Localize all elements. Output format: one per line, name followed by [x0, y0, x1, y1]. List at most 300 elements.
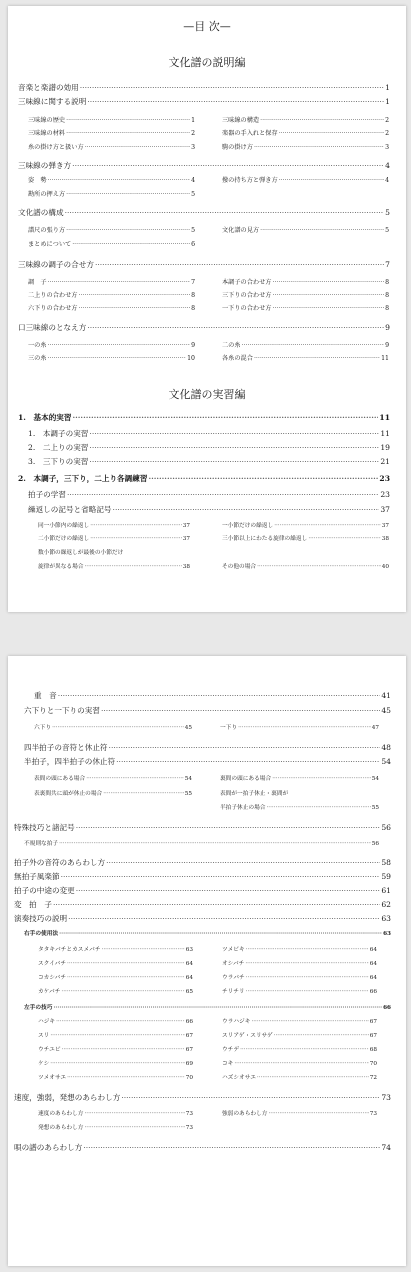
toc-entry-page: 54 [184, 776, 192, 782]
dot-leader [87, 324, 384, 332]
toc-entry-label: 唄の譜のあらわし方 [14, 1143, 83, 1152]
toc-entry-page: 11 [380, 429, 390, 438]
toc-entry-label: 変 拍 子 [14, 900, 52, 909]
toc-entry-label: 表間が一拍子休止・裏間が [220, 791, 289, 797]
toc-entry-page: 37 [182, 523, 190, 529]
toc-entry-page: 67 [369, 1033, 377, 1039]
toc-entry-label: 2. 二上りの実習 [28, 443, 89, 452]
toc-entry-page: 8 [191, 292, 195, 299]
toc-entry [222, 356, 389, 362]
toc-entry-label: タタキバチとカスメバチ [38, 947, 101, 953]
toc-entry-label: 三味線の調子の合せ方 [18, 260, 94, 269]
dot-leader [279, 178, 384, 184]
toc-entry-label: 三味線の歴史 [28, 117, 66, 124]
toc-entry [28, 118, 195, 124]
toc-entry-label: ハジキ [38, 1019, 56, 1025]
toc-entry [24, 932, 391, 938]
toc-entry-page: 8 [385, 292, 389, 299]
toc-entry-page: 72 [369, 1075, 377, 1081]
dot-leader [89, 444, 379, 452]
toc-entry [220, 777, 379, 783]
dot-leader [85, 145, 190, 151]
dot-leader [267, 806, 371, 812]
toc-entry-page: 4 [385, 161, 390, 170]
toc-entry-page: 62 [381, 900, 391, 909]
dot-leader [121, 1094, 380, 1102]
toc-entry-label: 撥の持ち方と弾き方 [222, 177, 278, 184]
toc-entry [28, 458, 390, 466]
toc-entry [222, 1020, 377, 1026]
toc-entry-label: ケシ [38, 1061, 50, 1067]
dot-leader [48, 356, 187, 362]
dot-leader [257, 565, 381, 571]
toc-entry-page: 38 [182, 564, 190, 570]
toc-entry-label: 発想のあらわし方 [38, 1125, 84, 1131]
toc-entry-label: 本調子の合わせ方 [222, 279, 272, 286]
toc-entry [18, 209, 390, 217]
toc-entry [38, 1062, 193, 1068]
dot-leader [246, 990, 369, 996]
dot-leader [80, 84, 384, 92]
toc-entry-page: 70 [185, 1075, 193, 1081]
toc-entry [24, 758, 391, 766]
dot-leader [85, 1126, 185, 1132]
toc-entry-page: 23 [379, 474, 390, 483]
toc-entry-label: 不規則な拍子 [24, 841, 59, 847]
toc-entry-page: 1 [385, 97, 390, 106]
toc-entry [38, 976, 193, 982]
dot-leader [260, 228, 384, 234]
toc-entry-label: 無拍子風楽節 [14, 872, 60, 881]
toc-entry-label: 一下りの合わせ方 [222, 305, 272, 312]
toc-entry [222, 293, 389, 299]
toc-page-2 [8, 656, 406, 1266]
toc-entry-label: 拍子外の音符のあらわし方 [14, 858, 106, 867]
toc-entry [24, 707, 391, 715]
toc-page-1 [8, 6, 406, 612]
toc-entry-label: 三小節以上にわたる旋律の繰返し [222, 536, 308, 542]
toc-entry-label: ツメビキ [222, 947, 245, 953]
toc-entry [38, 537, 190, 543]
dot-leader [246, 976, 369, 982]
toc-entry-page: 21 [380, 457, 390, 466]
dot-leader [79, 293, 191, 299]
toc-entry [28, 306, 195, 312]
toc-entry [28, 131, 195, 137]
toc-entry [18, 414, 390, 422]
dot-leader [238, 726, 371, 732]
toc-entry [14, 824, 391, 832]
toc-entry-page: 70 [369, 1061, 377, 1067]
toc-entry-page: 64 [185, 975, 193, 981]
dot-leader [308, 537, 380, 543]
toc-entry-label: 速度のあらわし方 [38, 1111, 84, 1117]
toc-entry [38, 524, 190, 530]
toc-entry-page: 48 [381, 743, 391, 752]
toc-entry [14, 887, 391, 895]
toc-entry-page: 7 [385, 260, 390, 269]
dot-leader [274, 524, 381, 530]
toc-entry-label: 三下りの合わせ方 [222, 292, 272, 299]
toc-entry-page: 45 [184, 725, 192, 731]
toc-entry-label: スリアゲ・スリサゲ [222, 1033, 273, 1039]
dot-leader [279, 131, 384, 137]
toc-entry [222, 1062, 377, 1068]
toc-entry-label: 裏間の頭にある場合 [220, 776, 272, 782]
dot-leader [272, 777, 371, 783]
toc-entry-label: 糸の掛け方と扱い方 [28, 144, 84, 151]
toc-entry [222, 1112, 377, 1118]
dot-leader [116, 758, 380, 766]
toc-entry [222, 228, 389, 234]
toc-entry-label: 二上りの合わせ方 [28, 292, 78, 299]
toc-entry-label: 六下りと一下りの実習 [24, 706, 100, 715]
toc-entry-label: 旋律が異なる場合 [38, 564, 84, 570]
toc-entry-page: 3 [385, 144, 389, 151]
toc-entry [222, 976, 377, 982]
toc-entry [222, 178, 389, 184]
toc-entry-label: 拍子の学習 [28, 490, 66, 499]
toc-entry [18, 98, 390, 106]
dot-leader [48, 178, 191, 184]
toc-entry-label: 三の糸 [28, 355, 47, 362]
dot-leader [58, 692, 381, 700]
dot-leader [66, 131, 190, 137]
toc-entry [222, 131, 389, 137]
toc-entry-page: 40 [381, 564, 389, 570]
dot-leader [89, 458, 379, 466]
dot-leader [273, 280, 385, 286]
toc-entry-page: 64 [185, 961, 193, 967]
dot-leader [246, 948, 369, 954]
toc-entry-page: 73 [381, 1093, 391, 1102]
toc-entry [222, 565, 389, 571]
toc-entry-label: 姿 勢 [28, 177, 47, 184]
dot-leader [73, 414, 379, 422]
toc-entry [28, 430, 390, 438]
toc-entry [14, 1094, 391, 1102]
toc-entry-label: 重 音 [34, 691, 57, 700]
toc-entry-label: 1. 本調子の実習 [28, 429, 89, 438]
toc-entry [28, 343, 195, 349]
toc-entry [222, 343, 389, 349]
toc-entry-label: 二小節だけの繰返し [38, 536, 90, 542]
dot-leader [101, 707, 380, 715]
toc-entry-label: 拍子の中途の変更 [14, 886, 75, 895]
toc-entry-label: 右手の使用法 [24, 931, 59, 937]
toc-entry-label: ウラハジキ [222, 1019, 251, 1025]
dot-leader [61, 873, 381, 881]
toc-entry [34, 777, 192, 783]
toc-entry-page: 66 [369, 989, 377, 995]
toc-entry [38, 1034, 193, 1040]
toc-entry-page: 64 [369, 961, 377, 967]
toc-entry-label: 勘所の押え方 [28, 191, 66, 198]
toc-entry [38, 1048, 193, 1054]
toc-entry-page: 68 [369, 1047, 377, 1053]
dot-leader [66, 192, 190, 198]
toc-entry-page: 1 [191, 117, 195, 124]
toc-entry-label: 2. 本調子，三下り，二上り各調練習 [18, 474, 148, 483]
dot-leader [89, 430, 379, 438]
dot-leader [72, 162, 384, 170]
toc-entry-page: 1 [385, 83, 390, 92]
toc-entry-label: 口三味線のとなえ方 [18, 323, 87, 332]
toc-entry-label: 譜尺の張り方 [28, 227, 66, 234]
toc-entry-label: 四半拍子の音符と休止符 [24, 743, 108, 752]
dot-leader [50, 1062, 184, 1068]
toc-entry [222, 948, 377, 954]
toc-entry-page: 56 [371, 841, 379, 847]
toc-entry-label: カケバチ [38, 989, 61, 995]
toc-entry [28, 293, 195, 299]
toc-entry-page: 67 [185, 1033, 193, 1039]
toc-entry [222, 524, 389, 530]
toc-entry-label: 駒の掛け方 [222, 144, 253, 151]
toc-entry-page: 38 [381, 536, 389, 542]
toc-entry-page: 2 [385, 117, 389, 124]
toc-entry-page: 61 [381, 886, 391, 895]
dot-leader [61, 990, 184, 996]
toc-entry-label: オシバチ [222, 961, 245, 967]
toc-entry-page: 6 [191, 241, 195, 248]
toc-entry-label: スリ [38, 1033, 50, 1039]
toc-entry-label: 強弱のあらわし方 [222, 1111, 268, 1117]
toc-entry-label: コキ [222, 1061, 234, 1067]
toc-entry-label: その他の場合 [222, 564, 257, 570]
toc-entry [222, 962, 377, 968]
toc-entry-page: 59 [381, 872, 391, 881]
dot-leader [68, 915, 380, 923]
toc-entry-label: 左手の技巧 [24, 1005, 53, 1011]
toc-entry [28, 280, 195, 286]
toc-entry [38, 1112, 193, 1118]
toc-entry [18, 324, 390, 332]
toc-entry-label: 3. 三下りの実習 [28, 457, 89, 466]
toc-entry-page: 11 [381, 355, 389, 362]
toc-entry-label: ツメオサエ [38, 1075, 67, 1081]
toc-entry-page: 5 [385, 208, 390, 217]
toc-entry [28, 356, 195, 362]
toc-entry [222, 145, 389, 151]
dot-leader [76, 887, 381, 895]
toc-entry-page: 63 [383, 931, 391, 937]
toc-entry-page: 41 [381, 691, 391, 700]
toc-entry-label: ウチデ [222, 1047, 240, 1053]
toc-entry-label: ウチユビ [38, 1047, 61, 1053]
toc-entry [38, 990, 193, 996]
toc-entry [220, 806, 379, 812]
dot-leader [85, 1112, 185, 1118]
toc-entry-page: 4 [385, 177, 389, 184]
toc-entry [28, 228, 195, 234]
toc-entry [222, 306, 389, 312]
toc-entry-page: 67 [369, 1019, 377, 1025]
toc-entry-label: 半拍子休止の場合 [220, 805, 266, 811]
dot-leader [67, 491, 379, 499]
toc-entry-page: 9 [191, 342, 195, 349]
dot-leader [269, 1112, 369, 1118]
dot-leader [50, 1034, 184, 1040]
toc-entry-page: 47 [371, 725, 379, 731]
toc-entry-page: 9 [385, 342, 389, 349]
dot-leader [48, 280, 191, 286]
toc-entry-label: 数小節の繰返しが最後の小節だけ [38, 550, 124, 556]
toc-entry-page: 9 [385, 323, 390, 332]
section-heading-explanation: 文化譜の説明編 [168, 56, 246, 69]
dot-leader [254, 356, 380, 362]
toc-entry-page: 73 [185, 1125, 193, 1131]
dot-leader [67, 1076, 185, 1082]
toc-entry-label: チリチリ [222, 989, 245, 995]
toc-entry [38, 1020, 193, 1026]
dot-leader [67, 962, 185, 968]
toc-entry-label: 一下り [220, 725, 238, 731]
toc-entry [222, 1034, 377, 1040]
toc-entry-page: 64 [369, 975, 377, 981]
toc-entry-page: 2 [385, 130, 389, 137]
toc-entry-page: 63 [185, 947, 193, 953]
toc-entry-page: 37 [380, 505, 390, 514]
dot-leader [53, 1006, 382, 1012]
toc-entry [18, 475, 390, 483]
dot-leader [273, 293, 385, 299]
toc-entry-label: 一小節だけの繰返し [222, 523, 274, 529]
toc-entry-label: 繰返しの記号と省略記号 [28, 505, 112, 514]
toc-entry [222, 118, 389, 124]
dot-leader [260, 118, 384, 124]
toc-entry-page: 5 [191, 191, 195, 198]
dot-leader [106, 859, 380, 867]
toc-entry [38, 565, 190, 571]
toc-entry [14, 915, 391, 923]
toc-entry [14, 873, 391, 881]
toc-entry-label: 同一小節内の繰返し [38, 523, 90, 529]
toc-entry [28, 192, 195, 198]
toc-entry-page: 66 [383, 1005, 391, 1011]
toc-entry-label: 表裏間共に頭が休止の場合 [34, 791, 103, 797]
toc-entry [34, 726, 192, 732]
toc-entry [14, 1144, 391, 1152]
toc-entry-page: 7 [191, 279, 195, 286]
toc-entry-page: 55 [184, 791, 192, 797]
toc-entry-page: 63 [381, 914, 391, 923]
dot-leader [240, 1048, 369, 1054]
toc-entry-page: 45 [381, 706, 391, 715]
dot-leader [86, 777, 184, 783]
dot-leader [79, 306, 191, 312]
toc-entry-label: 1. 基本的実習 [18, 413, 72, 422]
toc-entry-page: 69 [185, 1061, 193, 1067]
toc-entry [222, 1048, 377, 1054]
toc-entry [34, 692, 391, 700]
dot-leader [66, 118, 190, 124]
dot-leader [274, 1034, 369, 1040]
dot-leader [62, 1048, 185, 1054]
toc-entry-page: 67 [185, 1047, 193, 1053]
toc-entry-page: 73 [369, 1111, 377, 1117]
toc-entry-label: 音楽と楽譜の効用 [18, 83, 79, 92]
toc-entry [38, 1126, 193, 1132]
toc-entry-page: 66 [185, 1019, 193, 1025]
dot-leader [66, 228, 190, 234]
toc-entry [38, 1076, 193, 1082]
toc-entry-page: 65 [185, 989, 193, 995]
toc-entry-label: 六下り [34, 725, 52, 731]
dot-leader [52, 726, 184, 732]
toc-entry-label: ハズシオサエ [222, 1075, 256, 1081]
toc-entry-page: 23 [380, 490, 390, 499]
dot-leader [76, 824, 381, 832]
toc-entry [28, 491, 390, 499]
dot-leader [59, 842, 371, 848]
toc-entry-label: 文化譜の見方 [222, 227, 260, 234]
toc-entry-page: 37 [182, 536, 190, 542]
dot-leader [257, 1076, 369, 1082]
dot-leader [103, 792, 184, 798]
dot-leader [59, 932, 382, 938]
toc-entry-page: 4 [191, 177, 195, 184]
toc-entry-label: 文化譜の構成 [18, 208, 64, 217]
toc-entry-label: スクイバチ [38, 961, 67, 967]
toc-entry [34, 792, 192, 798]
toc-entry-page: 54 [381, 757, 391, 766]
toc-entry [28, 506, 390, 514]
toc-entry [14, 859, 391, 867]
toc-entry-label: 楽器の手入れと保存 [222, 130, 278, 137]
toc-entry [24, 1006, 391, 1012]
dot-leader [53, 901, 380, 909]
toc-entry-label: 三味線に関する説明 [18, 97, 87, 106]
toc-entry [14, 901, 391, 909]
toc-entry [24, 842, 379, 848]
dot-leader [90, 524, 182, 530]
dot-leader [56, 1020, 185, 1026]
toc-entry-label: 三味線の弾き方 [18, 161, 72, 170]
toc-entry [24, 744, 391, 752]
dot-leader [273, 306, 385, 312]
toc-entry-page: 5 [385, 227, 389, 234]
toc-entry-page: 5 [191, 227, 195, 234]
dot-leader [234, 1062, 368, 1068]
toc-entry [222, 537, 389, 543]
dot-leader [72, 242, 190, 248]
dot-leader [67, 976, 185, 982]
toc-entry-label: ウラバチ [222, 975, 245, 981]
toc-entry [222, 1076, 377, 1082]
toc-entry [18, 261, 390, 269]
toc-entry-label: 六下りの合わせ方 [28, 305, 78, 312]
dot-leader [102, 948, 185, 954]
dot-leader [109, 744, 381, 752]
toc-entry [28, 444, 390, 452]
toc-entry-page: 56 [381, 823, 391, 832]
toc-entry-page: 58 [381, 858, 391, 867]
toc-entry-page: 2 [191, 130, 195, 137]
dot-leader [113, 506, 380, 514]
toc-entry [222, 280, 389, 286]
dot-leader [48, 343, 191, 349]
toc-entry [18, 84, 390, 92]
toc-entry-label: 特殊技巧と諸記号 [14, 823, 75, 832]
toc-entry-label: 一の糸 [28, 342, 47, 349]
toc-entry-page: 8 [191, 305, 195, 312]
toc-entry-page: 55 [371, 805, 379, 811]
toc-entry-page: 10 [187, 355, 195, 362]
toc-entry [38, 948, 193, 954]
toc-entry [28, 178, 195, 184]
toc-entry-label: 三味線の材料 [28, 130, 66, 137]
